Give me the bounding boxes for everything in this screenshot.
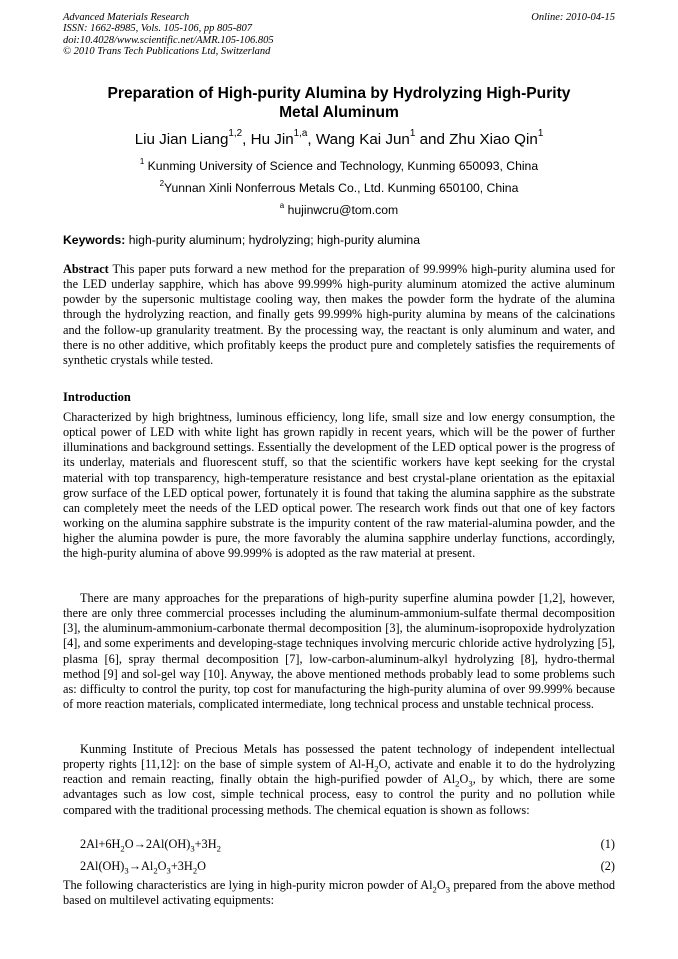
subscript: 2: [120, 843, 125, 854]
abstract-paragraph: [63, 262, 615, 368]
journal-header: [63, 12, 615, 57]
subscript: 3: [166, 865, 171, 876]
affiliation-mark: 1: [139, 156, 145, 166]
author-affiliation-mark: 1: [537, 128, 544, 140]
keywords-text: high-purity aluminum; hydrolyzing; high-purity alumina: [125, 233, 420, 247]
author-affiliation-mark: 1,2: [228, 128, 243, 140]
online-date: Online: 2010-04-15: [531, 12, 615, 23]
author-name: Wang Kai Jun: [315, 131, 410, 148]
subscript: 2: [374, 763, 379, 774]
corresponding-email: [63, 200, 615, 217]
keywords-line: [63, 233, 615, 247]
keywords-label: Keywords:: [63, 233, 126, 247]
section-heading: Introduction: [63, 390, 131, 404]
email-mark: a: [279, 200, 285, 210]
author-name: Zhu Xiao Qin: [449, 131, 538, 148]
abstract-text: This paper puts forward a new method for the preparation of 99.999% high-purity alumina used for the LED underlay sapphire, which has above 99.999% high-purity aluminum atomized the active aluminum powder by the supersonic multistage cooling way, then makes the powder form the hydrate of the alumina through the hydrolyzing reaction, and finally gets 99.999% high-purity alumina by means of the calcinations and the follow-up granularity treatment. By the processing way, the reactant is only aluminum and water, and there is no other additive, which profitably keeps the product pure and completely satisfies the requirements of synthetic crystals while tested.: [63, 262, 615, 367]
subscript: 2: [153, 865, 158, 876]
title-line-2: Metal Aluminum: [279, 104, 399, 121]
equation-number: (2): [600, 859, 615, 873]
equation-text: O→2Al(OH): [124, 837, 191, 851]
subscript: 2: [216, 843, 221, 854]
author-name: Hu Jin: [250, 131, 294, 148]
text-run: O: [459, 772, 469, 787]
affiliation-1: [63, 156, 615, 173]
subscript: 2: [432, 884, 437, 895]
equation-text: O: [157, 859, 167, 873]
text-run: O, activate and enable it to do the hydrolyzing reaction and remain reacting, finally obtain the high-purified powder of Al: [63, 757, 616, 787]
text-run: prepared from the above method based on multilevel activating equipments:: [63, 878, 615, 908]
equation-text: →Al: [128, 859, 154, 873]
affiliation-text: Yunnan Xinli Nonferrous Metals Co., Ltd. Kunming 650100, China: [164, 181, 519, 195]
doi-line: doi:10.4028/www.scientific.net/AMR.105-106.805: [63, 34, 274, 46]
equation-text: 2Al+6H: [80, 837, 121, 851]
equation-number: (1): [600, 837, 615, 851]
author-affiliation-mark: 1,a: [293, 128, 308, 140]
text-run: Kunming Institute of Precious Metals has possessed the patent technology of independent intellectual property rights [11,12]: on the base of simple system of Al-H: [63, 742, 615, 772]
equation-text: +3H: [194, 837, 217, 851]
subscript: 2: [455, 778, 460, 789]
equation-text: +3H: [170, 859, 193, 873]
subscript: 3: [190, 843, 195, 854]
equation-text: O: [197, 859, 207, 873]
subscript: 3: [124, 865, 129, 876]
issn-line: ISSN: 1662-8985, Vols. 105-106, pp 805-807: [63, 23, 252, 35]
text-run: The following characteristics are lying in high-purity micron powder of Al: [63, 878, 433, 892]
abstract-label: Abstract: [63, 262, 109, 276]
affiliation-text: Kunming University of Science and Technology, Kunming 650093, China: [147, 159, 539, 173]
text-run: , by which, there are some advantages such as low cost, simple technical process, easy to control the purity and no pollution while compared with the traditional processing methods. The chemical equation is shown as follows:: [63, 772, 615, 817]
copyright-line: © 2010 Trans Tech Publications Ltd, Switzerland: [63, 45, 271, 57]
title-line-1: Preparation of High-purity Alumina by Hydrolyzing High-Purity: [107, 85, 571, 102]
affiliation-2: [63, 178, 615, 195]
paper-title: [63, 84, 615, 122]
author-affiliation-mark: 1: [409, 128, 416, 140]
affiliation-mark: 2: [159, 178, 165, 188]
email-address: hujinwcru@tom.com: [287, 203, 399, 217]
body-paragraph: [63, 742, 615, 818]
equation-text: 2Al(OH): [80, 859, 125, 873]
subscript: 3: [468, 778, 473, 789]
journal-name: Advanced Materials Research: [63, 12, 190, 23]
text-run: O: [436, 878, 446, 892]
subscript: 2: [192, 865, 198, 876]
author-conjunction: and: [419, 131, 450, 148]
author-name: Liu Jian Liang: [134, 131, 229, 148]
body-paragraph: [63, 878, 615, 908]
body-paragraph: There are many approaches for the preparations of high-purity superfine alumina powder [1,2], however, there are only three commercial processes including the aluminum-ammonium-sulfate thermal decomposition [3], the aluminum-ammonium-carbonate thermal decomposition [3], the aluminum-isopropoxide hydrolyzation [4], and some experiments and developing-stage techniques involving mercuric chloride active hydrolyzing [5], plasma [6], spray thermal decomposition [7], low-carbon-aluminum-alkyl hydrolyzing [8], hydro-thermal method [9] and sol-gel way [10]. Anyway, the above mentioned methods probably lead to some problems such as: difficulty to control the purity, top cost for manufacturing the high-purity alumina of over 99.999% because of more reaction materials, complicated intermediate, long technical process and unstable technical process.: [63, 591, 615, 712]
body-paragraph: Characterized by high brightness, luminous efficiency, long life, small size and low energy consumption, the optical power of LED with white light has grown rapidly in recent years, which will be the power of further illuminations and background settings. Essentially the development of the LED optical power is the progress of its underlay, materials and fluorescent stuff, so that the scientific workers have kept seeking for the crystal material with top transparency, high-temperature resistance and best crystal-plane orientation as the epitaxial grow surface of the LED optical power, fortunately it is found that taking the alumina sapphire as the substrate can completely meet the needs of the LED optical power. The research work finds out that one of key factors working on the alumina sapphire substrate is the impurity content of the raw material-alumina powder, and the higher the alumina powder is pure, the more favorably the alumina sapphire underlay functions, accordingly, the high-purity alumina of above 99.999% is adopted as the raw material at present.: [63, 410, 615, 561]
equation-2: [80, 859, 615, 874]
equation-1: [80, 837, 615, 852]
subscript: 3: [445, 884, 451, 895]
author-list: Liu Jian Liang$^{1,2}$, Hu Jin$^{1,a}$, Wang Kai Jun$^1$ and Zhu Xiao Qin$^1$: [134, 128, 544, 148]
